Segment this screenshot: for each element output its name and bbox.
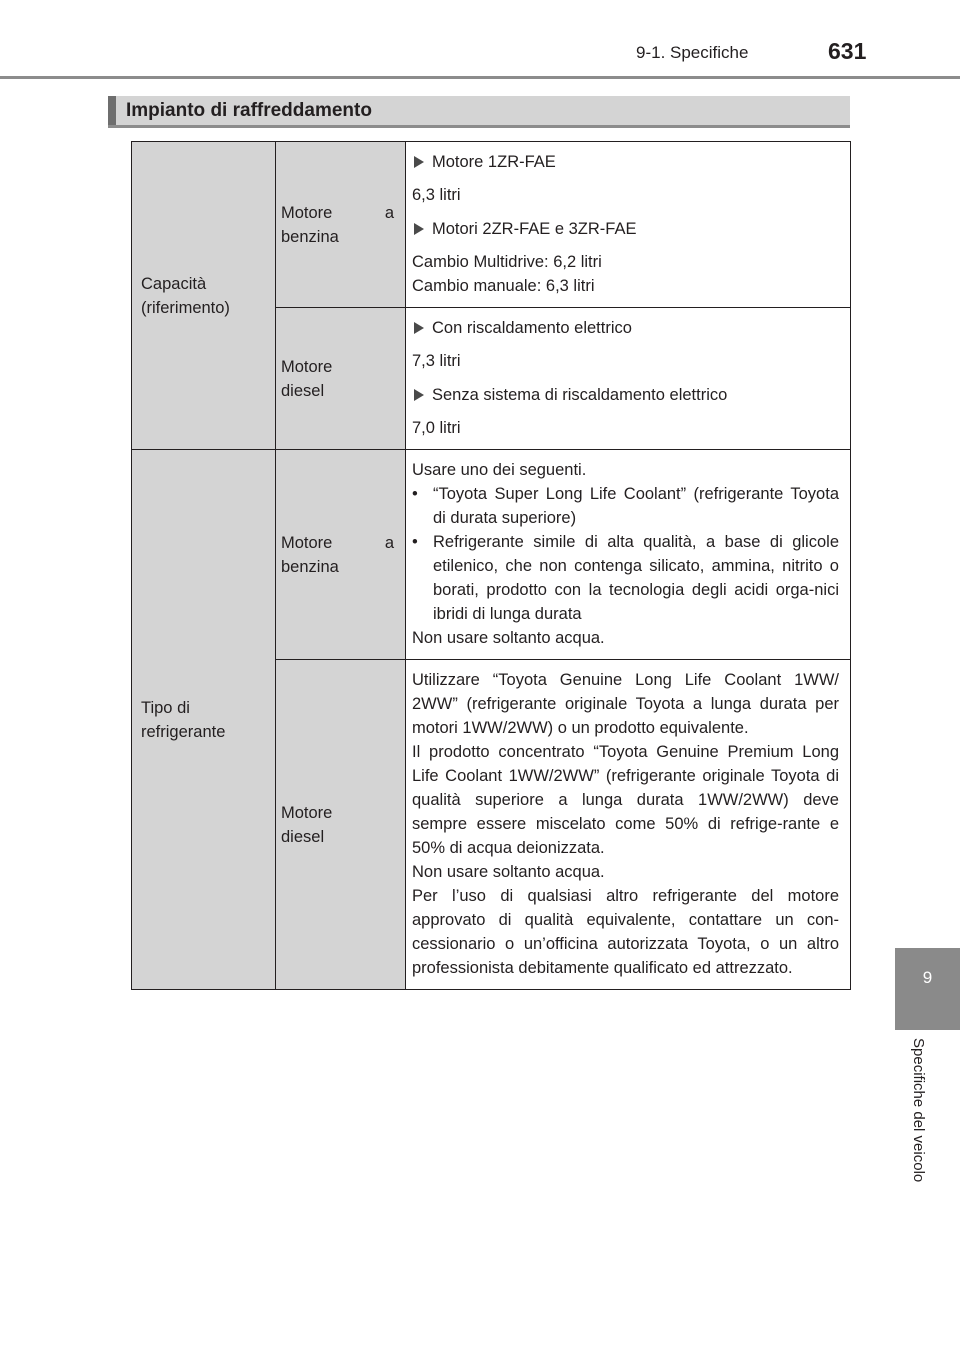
- diesel-engine-label-cell: [276, 308, 406, 450]
- engine-label-line: diesel: [281, 381, 325, 400]
- header-divider: [0, 76, 960, 79]
- chapter-tab: [895, 948, 960, 1030]
- capacity-label-cell: [132, 142, 276, 450]
- section-title: Impianto di raffreddamento: [126, 100, 372, 121]
- coolant-type-label-sub: refrigerante: [141, 722, 226, 741]
- page-number: 631: [828, 38, 867, 64]
- section-title-bar: [108, 96, 850, 128]
- petrol-engine-label-cell: [276, 142, 406, 308]
- triangle-bullet-icon: [414, 322, 424, 334]
- triangle-bullet-icon: [414, 389, 424, 401]
- bullet-icon: •: [412, 533, 418, 551]
- diesel-capacity-cell: [406, 308, 851, 450]
- engine-label-word: Motore: [281, 203, 333, 222]
- coolant-note: Non usare soltanto acqua.: [412, 863, 605, 881]
- engine-option: Motori 2ZR-FAE e 3ZR-FAE: [412, 217, 839, 241]
- capacity-value: Cambio manuale: 6,3 litri: [412, 277, 595, 295]
- petrol-coolant-cell: [406, 450, 851, 660]
- engine-label-line: Motore: [281, 357, 333, 376]
- table-row: [132, 450, 851, 660]
- coolant-option: • “Toyota Super Long Life Coolant” (refrigerante Toyota di durata superiore): [412, 482, 839, 530]
- chapter-number: 9: [922, 968, 933, 987]
- coolant-paragraph: Utilizzare “Toyota Genuine Long Life Coolant 1WW/ 2WW” (refrigerante originale Toyota a lunga durata per motori 1WW/2WW) o un prodotto equivalente.: [412, 671, 839, 737]
- engine-label-word: a: [384, 533, 394, 552]
- capacity-label: Capacità: [141, 274, 207, 293]
- engine-option: Senza sistema di riscaldamento elettrico: [412, 383, 839, 407]
- diesel-engine-label-cell: [276, 660, 406, 990]
- coolant-note: Non usare soltanto acqua.: [412, 629, 605, 647]
- coolant-intro: Usare uno dei seguenti.: [412, 461, 587, 479]
- engine-label-line: benzina: [281, 557, 339, 576]
- engine-option: Con riscaldamento elettrico: [412, 316, 839, 340]
- capacity-value: 7,3 litri: [412, 352, 461, 370]
- capacity-value: 6,3 litri: [412, 186, 461, 204]
- capacity-value: 7,0 litri: [412, 419, 461, 437]
- section-reference: 9-1. Specifiche: [636, 43, 749, 62]
- bullet-icon: •: [412, 485, 418, 503]
- capacity-label-sub: (riferimento): [141, 298, 230, 317]
- coolant-paragraph: Il prodotto concentrato “Toyota Genuine Premium Long Life Coolant 1WW/2WW” (refrigerante originale Toyota di qualità superiore a lunga durata 1WW/2WW) deve sempre essere miscelato come 50% di refrige-rante e 50% di acqua deionizzata.: [412, 743, 839, 857]
- cooling-spec-table: [131, 141, 851, 990]
- engine-label-line: benzina: [281, 227, 339, 246]
- table-row: [132, 142, 851, 308]
- coolant-type-label-cell: [132, 450, 276, 990]
- engine-option: Motore 1ZR-FAE: [412, 150, 839, 174]
- diesel-coolant-cell: [406, 660, 851, 990]
- engine-label-word: Motore: [281, 533, 333, 552]
- petrol-engine-label-cell: [276, 450, 406, 660]
- coolant-option: • Refrigerante simile di alta qualità, a base di glicole etilenico, che non contenga silicato, ammina, nitrito o borati, prodotto con la tecnologia degli acidi orga-nici ibridi di lunga durata: [412, 530, 839, 626]
- engine-label-line: Motore: [281, 803, 333, 822]
- triangle-bullet-icon: [414, 223, 424, 235]
- coolant-type-label: Tipo di: [141, 698, 190, 717]
- engine-label-line: diesel: [281, 827, 325, 846]
- triangle-bullet-icon: [414, 156, 424, 168]
- petrol-capacity-cell: [406, 142, 851, 308]
- section-accent-bar: [108, 96, 116, 125]
- chapter-label: Specifiche del veicolo: [910, 1038, 927, 1183]
- coolant-paragraph: Per l’uso di qualsiasi altro refrigerante del motore approvato di qualità equivalente, contattare un con-cessionario o un’officina autorizzata Toyota, o un altro professionista debitamente qualificato ed attrezzato.: [412, 887, 839, 977]
- engine-label-word: a: [384, 203, 394, 222]
- capacity-value: Cambio Multidrive: 6,2 litri: [412, 253, 602, 271]
